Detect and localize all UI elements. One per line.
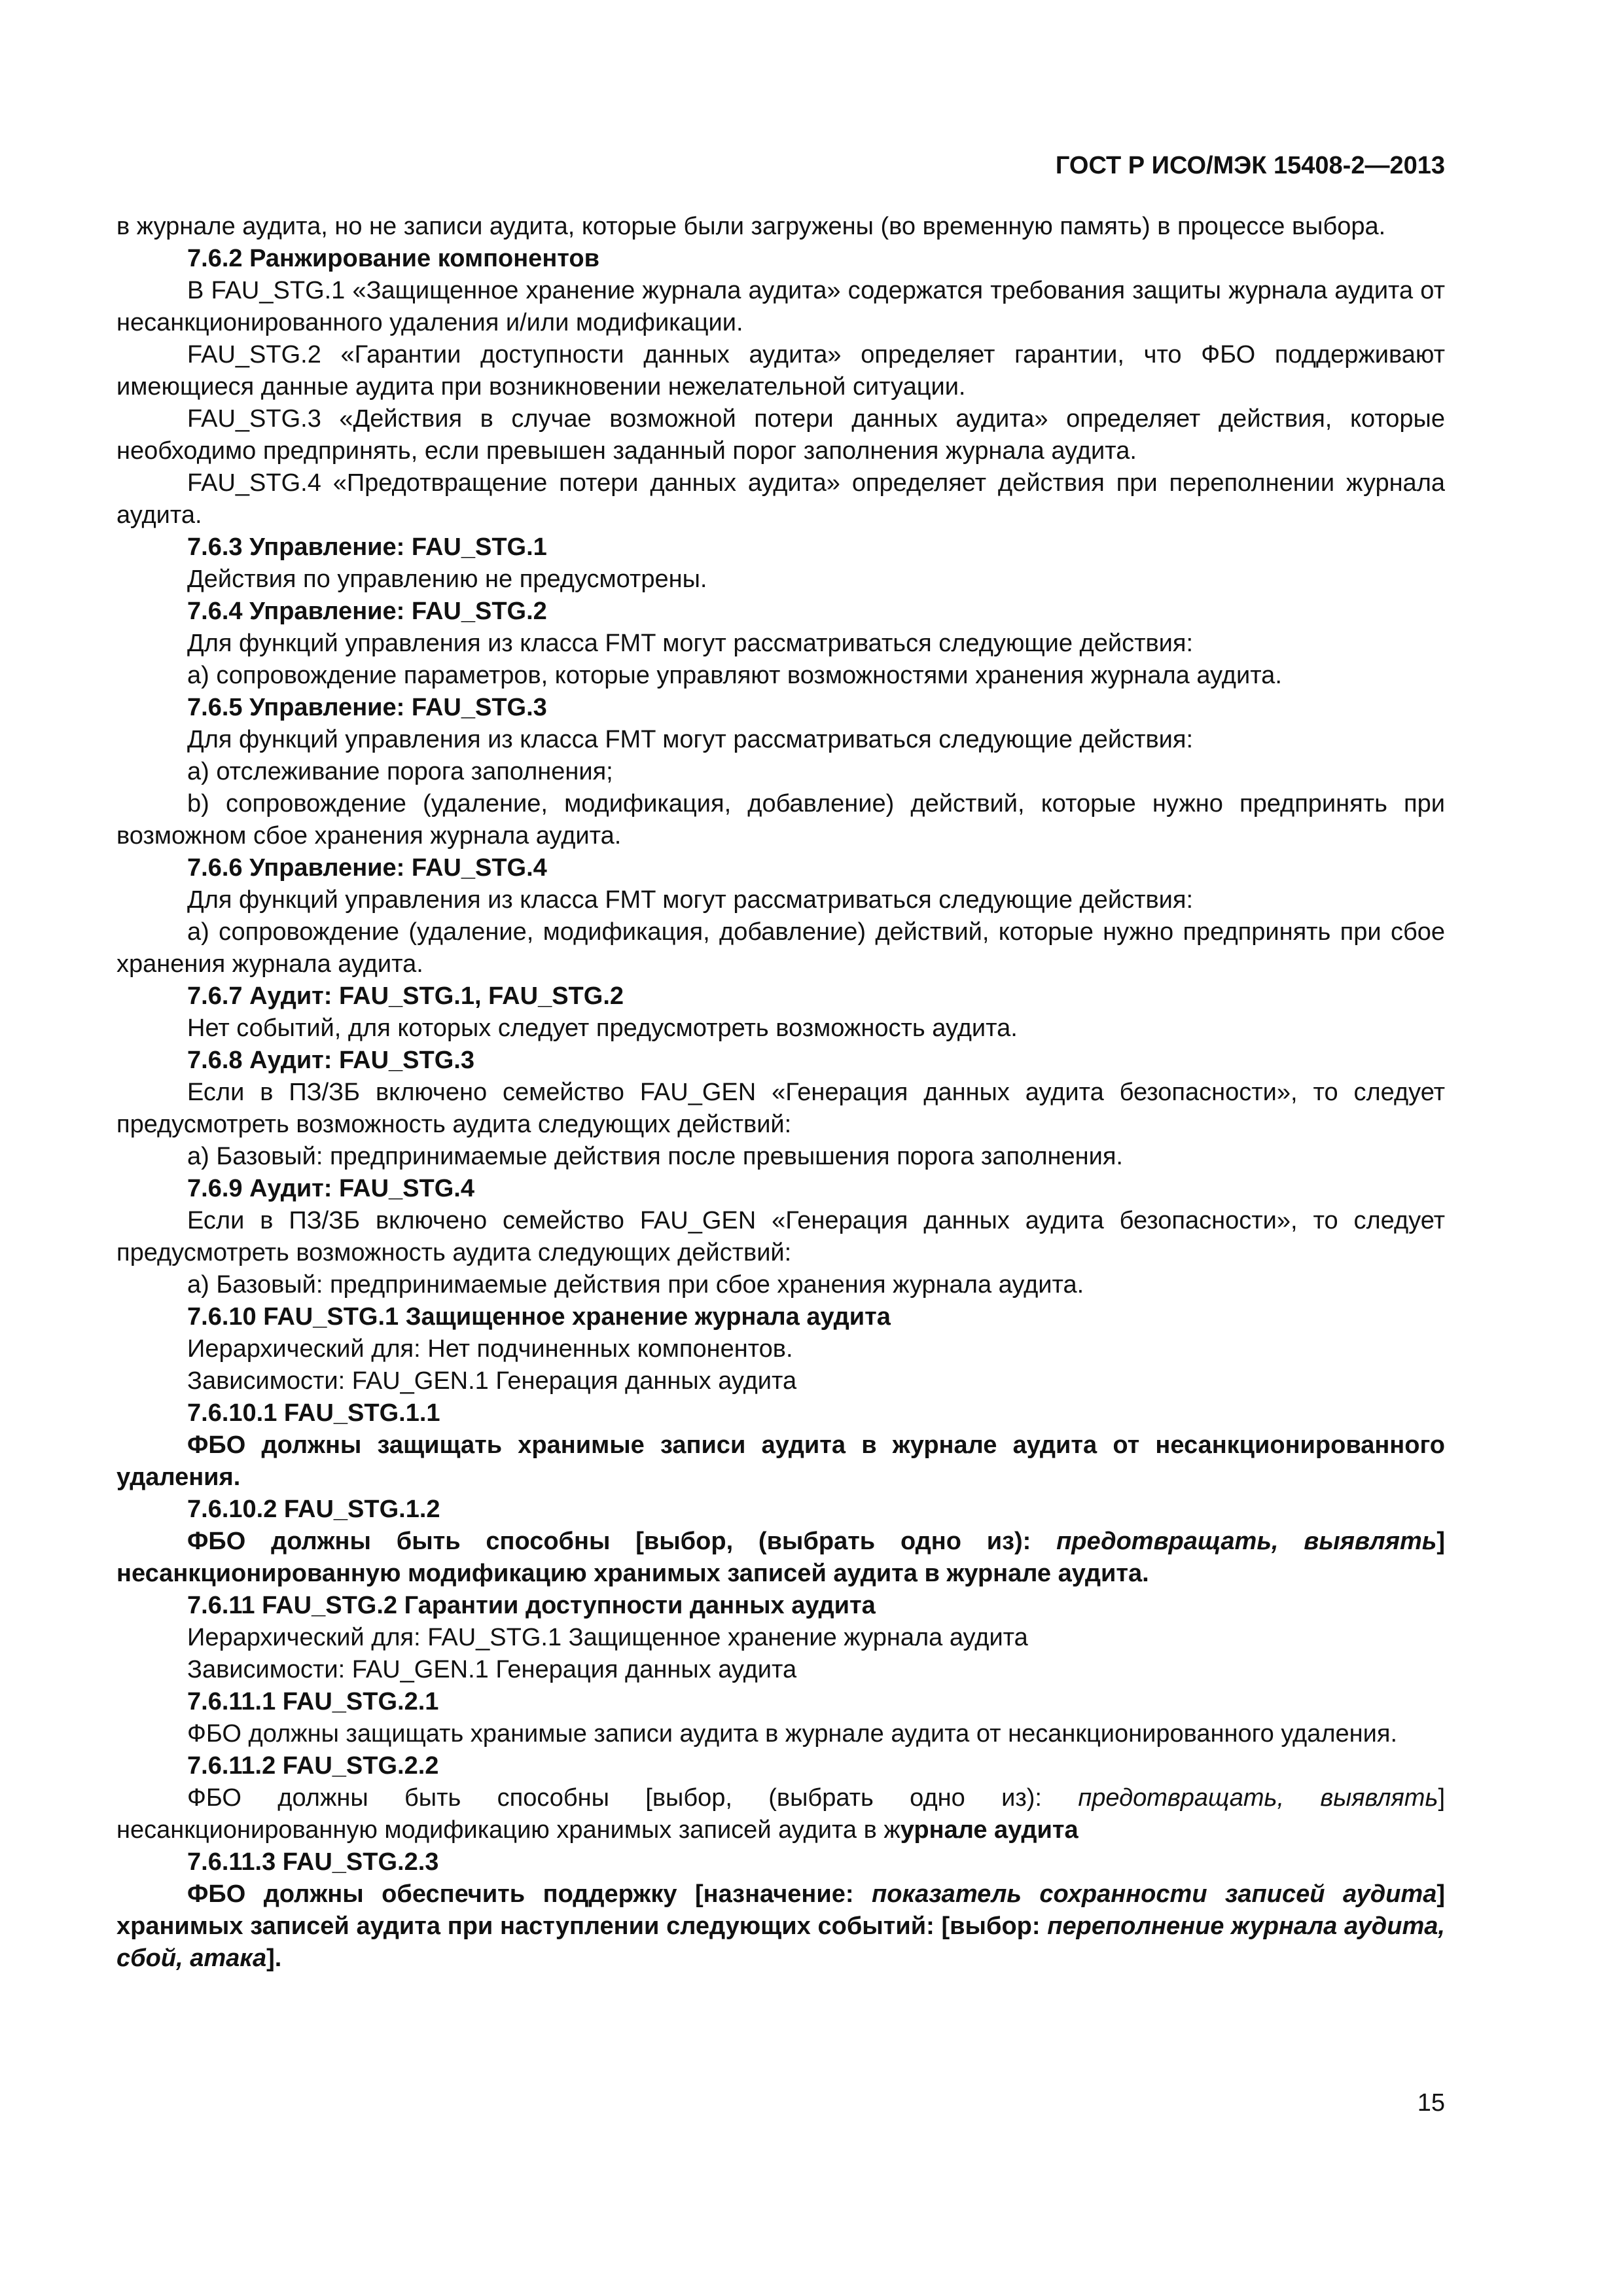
paragraph: Для функций управления из класса FMT могут рассматриваться следующие действия: (187, 886, 1194, 914)
text-run: ] несанкционированную модификацию хранимых записей аудита в ж (116, 1784, 1445, 1844)
paragraph: Зависимости: FAU_GEN.1 Генерация данных аудита (187, 1656, 797, 1683)
section-heading: 7.6.11 FAU_STG.2 Гарантии доступности данных аудита (187, 1592, 876, 1619)
section-heading: 7.6.3 Управление: FAU_STG.1 (187, 533, 547, 561)
list-item: a) сопровождение (удаление, модификация, добавление) действий, которые нужно предпринять при сбое хранения журнала аудита. (116, 918, 1445, 978)
text-run: ] несанкционированную модификацию хранимых записей аудита в журнале аудита. (116, 1528, 1445, 1587)
text-run-italic: переполнение журнала аудита, сбой, атака (116, 1912, 1445, 1972)
text-run: ФБО должны быть способны [выбор, (выбрать одно из): (187, 1784, 1079, 1812)
list-item: b) сопровождение (удаление, модификация, добавление) действий, которые нужно предпринять при возможном сбое хранения журнала аудита. (116, 790, 1445, 850)
paragraph: Если в ПЗ/ЗБ включено семейство FAU_GEN «Генерация данных аудита безопасности», то следует предусмотреть возможность аудита следующих действий: (116, 1079, 1445, 1138)
text-run: ] хранимых записей аудита при наступлении следующих событий: [выбор: (116, 1880, 1445, 1940)
requirement-text: ФБО должны защищать хранимые записи аудита в журнале аудита от несанкционированного удаления. (116, 1431, 1445, 1491)
requirement-text (116, 1782, 1445, 1846)
list-item: a) сопровождение параметров, которые управляют возможностями хранения журнала аудита. (187, 662, 1282, 689)
list-item: a) Базовый: предпринимаемые действия после превышения порога заполнения. (187, 1143, 1123, 1170)
page-number: 15 (1417, 2089, 1445, 2117)
requirement-text (116, 1878, 1445, 1975)
text-run: ]. (266, 1945, 282, 1972)
section-heading: 7.6.4 Управление: FAU_STG.2 (187, 598, 547, 625)
text-run: ФБО должны быть способны [выбор, (выбрать одно из): (187, 1528, 1057, 1555)
requirement-text: ФБО должны защищать хранимые записи аудита в журнале аудита от несанкционированного удаления. (187, 1720, 1398, 1748)
list-item: a) отслеживание порога заполнения; (187, 758, 613, 785)
paragraph: Зависимости: FAU_GEN.1 Генерация данных аудита (187, 1367, 797, 1395)
paragraph: Иерархический для: FAU_STG.1 Защищенное хранение журнала аудита (187, 1624, 1028, 1651)
text-run-italic: предотвращать, выявлять (1056, 1528, 1437, 1555)
section-heading: 7.6.11.3 FAU_STG.2.3 (187, 1848, 439, 1876)
requirement-text (116, 1526, 1445, 1590)
section-heading: 7.6.10 FAU_STG.1 Защищенное хранение журнала аудита (187, 1303, 891, 1331)
section-heading: 7.6.9 Аудит: FAU_STG.4 (187, 1175, 474, 1202)
section-heading: 7.6.10.2 FAU_STG.1.2 (187, 1496, 440, 1523)
section-heading: 7.6.10.1 FAU_STG.1.1 (187, 1399, 440, 1427)
paragraph: Для функций управления из класса FMT могут рассматриваться следующие действия: (187, 630, 1194, 657)
text-run-italic: предотвращать, выявлять (1078, 1784, 1438, 1812)
section-heading: 7.6.7 Аудит: FAU_STG.1, FAU_STG.2 (187, 982, 624, 1010)
text-run: ФБО должны обеспечить поддержку [назначение: (187, 1880, 872, 1908)
paragraph: FAU_STG.3 «Действия в случае возможной потери данных аудита» определяет действия, которые необходимо предпринять, если превышен заданный порог заполнения журнала аудита. (116, 405, 1445, 465)
paragraph: Действия по управлению не предусмотрены. (187, 565, 707, 593)
paragraph: в журнале аудита, но не записи аудита, которые были загружены (во временную память) в процессе выбора. (116, 213, 1386, 240)
paragraph: FAU_STG.4 «Предотвращение потери данных аудита» определяет действия при переполнении журнала аудита. (116, 469, 1445, 529)
text-run-italic: показатель сохранности записей аудита (872, 1880, 1437, 1908)
paragraph: Нет событий, для которых следует предусмотреть возможность аудита. (187, 1014, 1018, 1042)
section-heading: 7.6.11.2 FAU_STG.2.2 (187, 1752, 439, 1780)
section-heading: 7.6.5 Управление: FAU_STG.3 (187, 694, 547, 721)
text-run-bold: урнале аудита (900, 1816, 1079, 1844)
section-heading: 7.6.11.1 FAU_STG.2.1 (187, 1688, 439, 1715)
paragraph: FAU_STG.2 «Гарантии доступности данных аудита» определяет гарантии, что ФБО поддерживают имеющиеся данные аудита при возникновении нежелательной ситуации. (116, 341, 1445, 401)
section-heading: 7.6.6 Управление: FAU_STG.4 (187, 854, 547, 882)
paragraph: В FAU_STG.1 «Защищенное хранение журнала аудита» содержатся требования защиты журнала аудита от несанкционированного удаления и/или модификации. (116, 277, 1445, 336)
paragraph: Иерархический для: Нет подчиненных компонентов. (187, 1335, 793, 1363)
paragraph: Для функций управления из класса FMT могут рассматриваться следующие действия: (187, 726, 1194, 753)
section-heading: 7.6.8 Аудит: FAU_STG.3 (187, 1047, 474, 1074)
paragraph: Если в ПЗ/ЗБ включено семейство FAU_GEN «Генерация данных аудита безопасности», то следует предусмотреть возможность аудита следующих действий: (116, 1207, 1445, 1266)
document-header: ГОСТ Р ИСО/МЭК 15408-2—2013 (1055, 152, 1445, 179)
list-item: a) Базовый: предпринимаемые действия при сбое хранения журнала аудита. (187, 1271, 1084, 1299)
section-heading: 7.6.2 Ранжирование компонентов (187, 245, 599, 272)
document-body (116, 211, 1445, 1975)
